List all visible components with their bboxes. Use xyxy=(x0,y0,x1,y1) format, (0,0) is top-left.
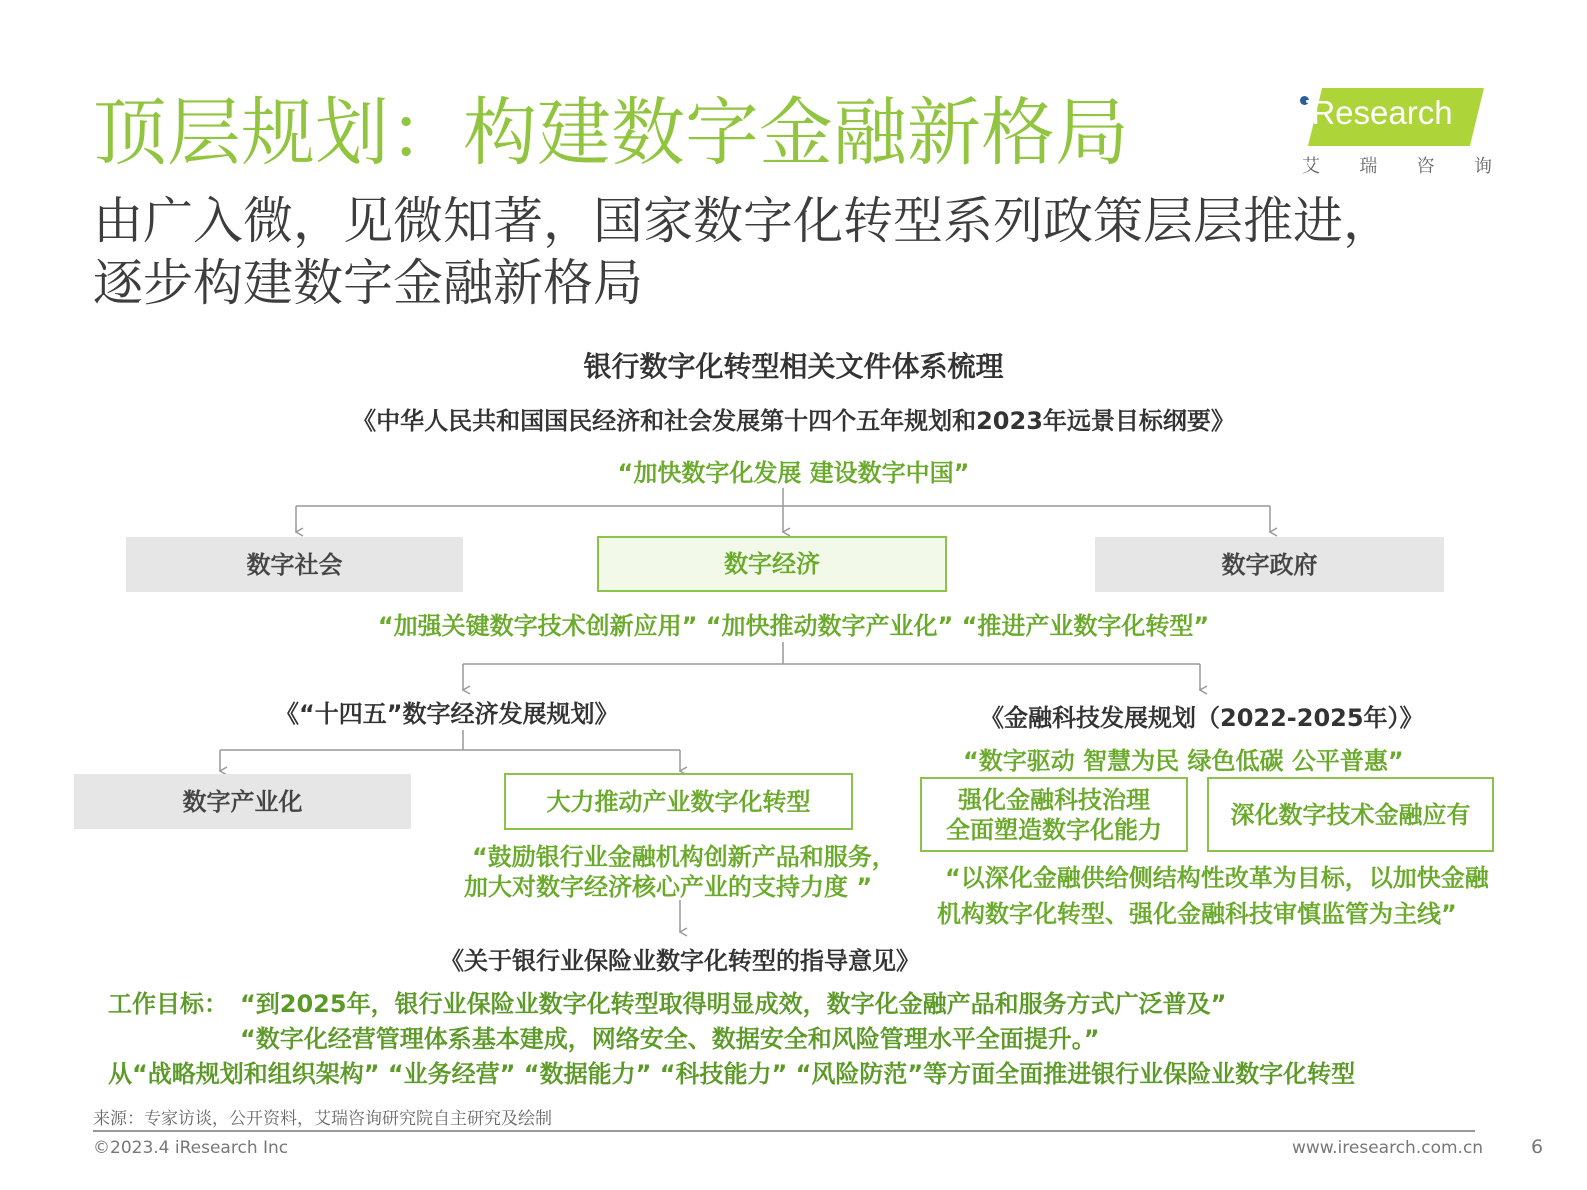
box-digital-industrialization: 数字产业化 xyxy=(74,774,411,829)
top-document: 《中华人民共和国国民经济和社会发展第十四个五年规划和2023年远景目标纲要》 xyxy=(352,407,1235,435)
source-note: 来源：专家访谈，公开资料，艾瑞咨询研究院自主研究及绘制 xyxy=(93,1109,552,1129)
box-fintech-governance-line: 强化金融科技治理 xyxy=(958,785,1150,814)
goals-line-1: “到2025年，银行业保险业数字化转型取得明显成效，数字化金融产品和服务方式广泛普及” xyxy=(240,990,1227,1018)
right-quote-line: 机构数字化转型、强化金融科技审慎监管为主线” xyxy=(937,900,1457,928)
logo-cn-char: 瑞 xyxy=(1359,156,1378,177)
box-digital-economy: 数字经济 xyxy=(597,536,947,592)
box-fintech-governance-line: 全面塑造数字化能力 xyxy=(946,815,1162,844)
page-number: 6 xyxy=(1531,1136,1544,1158)
footer-url[interactable]: www.iresearch.com.cn xyxy=(1292,1138,1484,1158)
logo-cn-char: 询 xyxy=(1473,156,1492,177)
guidance-document: 《关于银行业保险业数字化转型的指导意见》 xyxy=(440,947,920,975)
logo-wordmark: iResearch xyxy=(1304,94,1453,131)
box-deepen-application: 深化数字技术金融应有 xyxy=(1207,777,1494,852)
box-digital-society: 数字社会 xyxy=(126,537,463,592)
subtitle-line-2: 逐步构建数字金融新格局 xyxy=(93,254,643,312)
page-title: 顶层规划：构建数字金融新格局 xyxy=(93,90,1129,176)
footer-divider xyxy=(93,1130,1475,1132)
doc-fintech-plan: 《金融科技发展规划（2022-2025年）》 xyxy=(980,704,1424,732)
left-quote-line: “鼓励银行业金融机构创新产品和服务， xyxy=(472,843,896,871)
logo-cn-char: 咨 xyxy=(1416,156,1435,177)
subtitle-line-1: 由广入微，见微知著，国家数字化转型系列政策层层推进， xyxy=(93,192,1393,250)
fintech-slogan: “数字驱动 智慧为民 绿色低碳 公平普惠” xyxy=(963,747,1404,775)
right-quote xyxy=(937,860,1489,932)
left-quote-line: 加大对数字经济核心产业的支持力度 ” xyxy=(464,873,873,901)
economy-slogans: “加强关键数字技术创新应用” “加快推动数字产业化” “推进产业数字化转型” xyxy=(377,612,1210,640)
doc-digital-economy-plan: 《“十四五”数字经济发展规划》 xyxy=(275,700,619,728)
box-digital-government: 数字政府 xyxy=(1095,537,1444,592)
left-quote xyxy=(464,842,896,902)
box-industrial-transformation: 大力推动产业数字化转型 xyxy=(504,773,853,830)
footer-copyright: ©2023.4 iResearch Inc xyxy=(93,1138,289,1158)
goals-line-2: “数字化经营管理体系基本建成，网络安全、数据安全和风险管理水平全面提升。” xyxy=(240,1025,1100,1053)
right-quote-line: “以深化金融供给侧结构性改革为目标，以加快金融 xyxy=(945,864,1489,892)
top-slogan: “加快数字化发展 建设数字中国” xyxy=(617,459,970,487)
box-fintech-governance xyxy=(920,777,1188,852)
diagram-title: 银行数字化转型相关文件体系梳理 xyxy=(583,350,1004,383)
goals-label: 工作目标： xyxy=(108,990,228,1018)
logo-cn-char: 艾 xyxy=(1302,156,1320,177)
goals-line-3: 从“战略规划和组织架构” “业务经营” “数据能力” “科技能力” “风险防范”等方面全面推进银行业保险业数字化转型 xyxy=(108,1060,1356,1088)
